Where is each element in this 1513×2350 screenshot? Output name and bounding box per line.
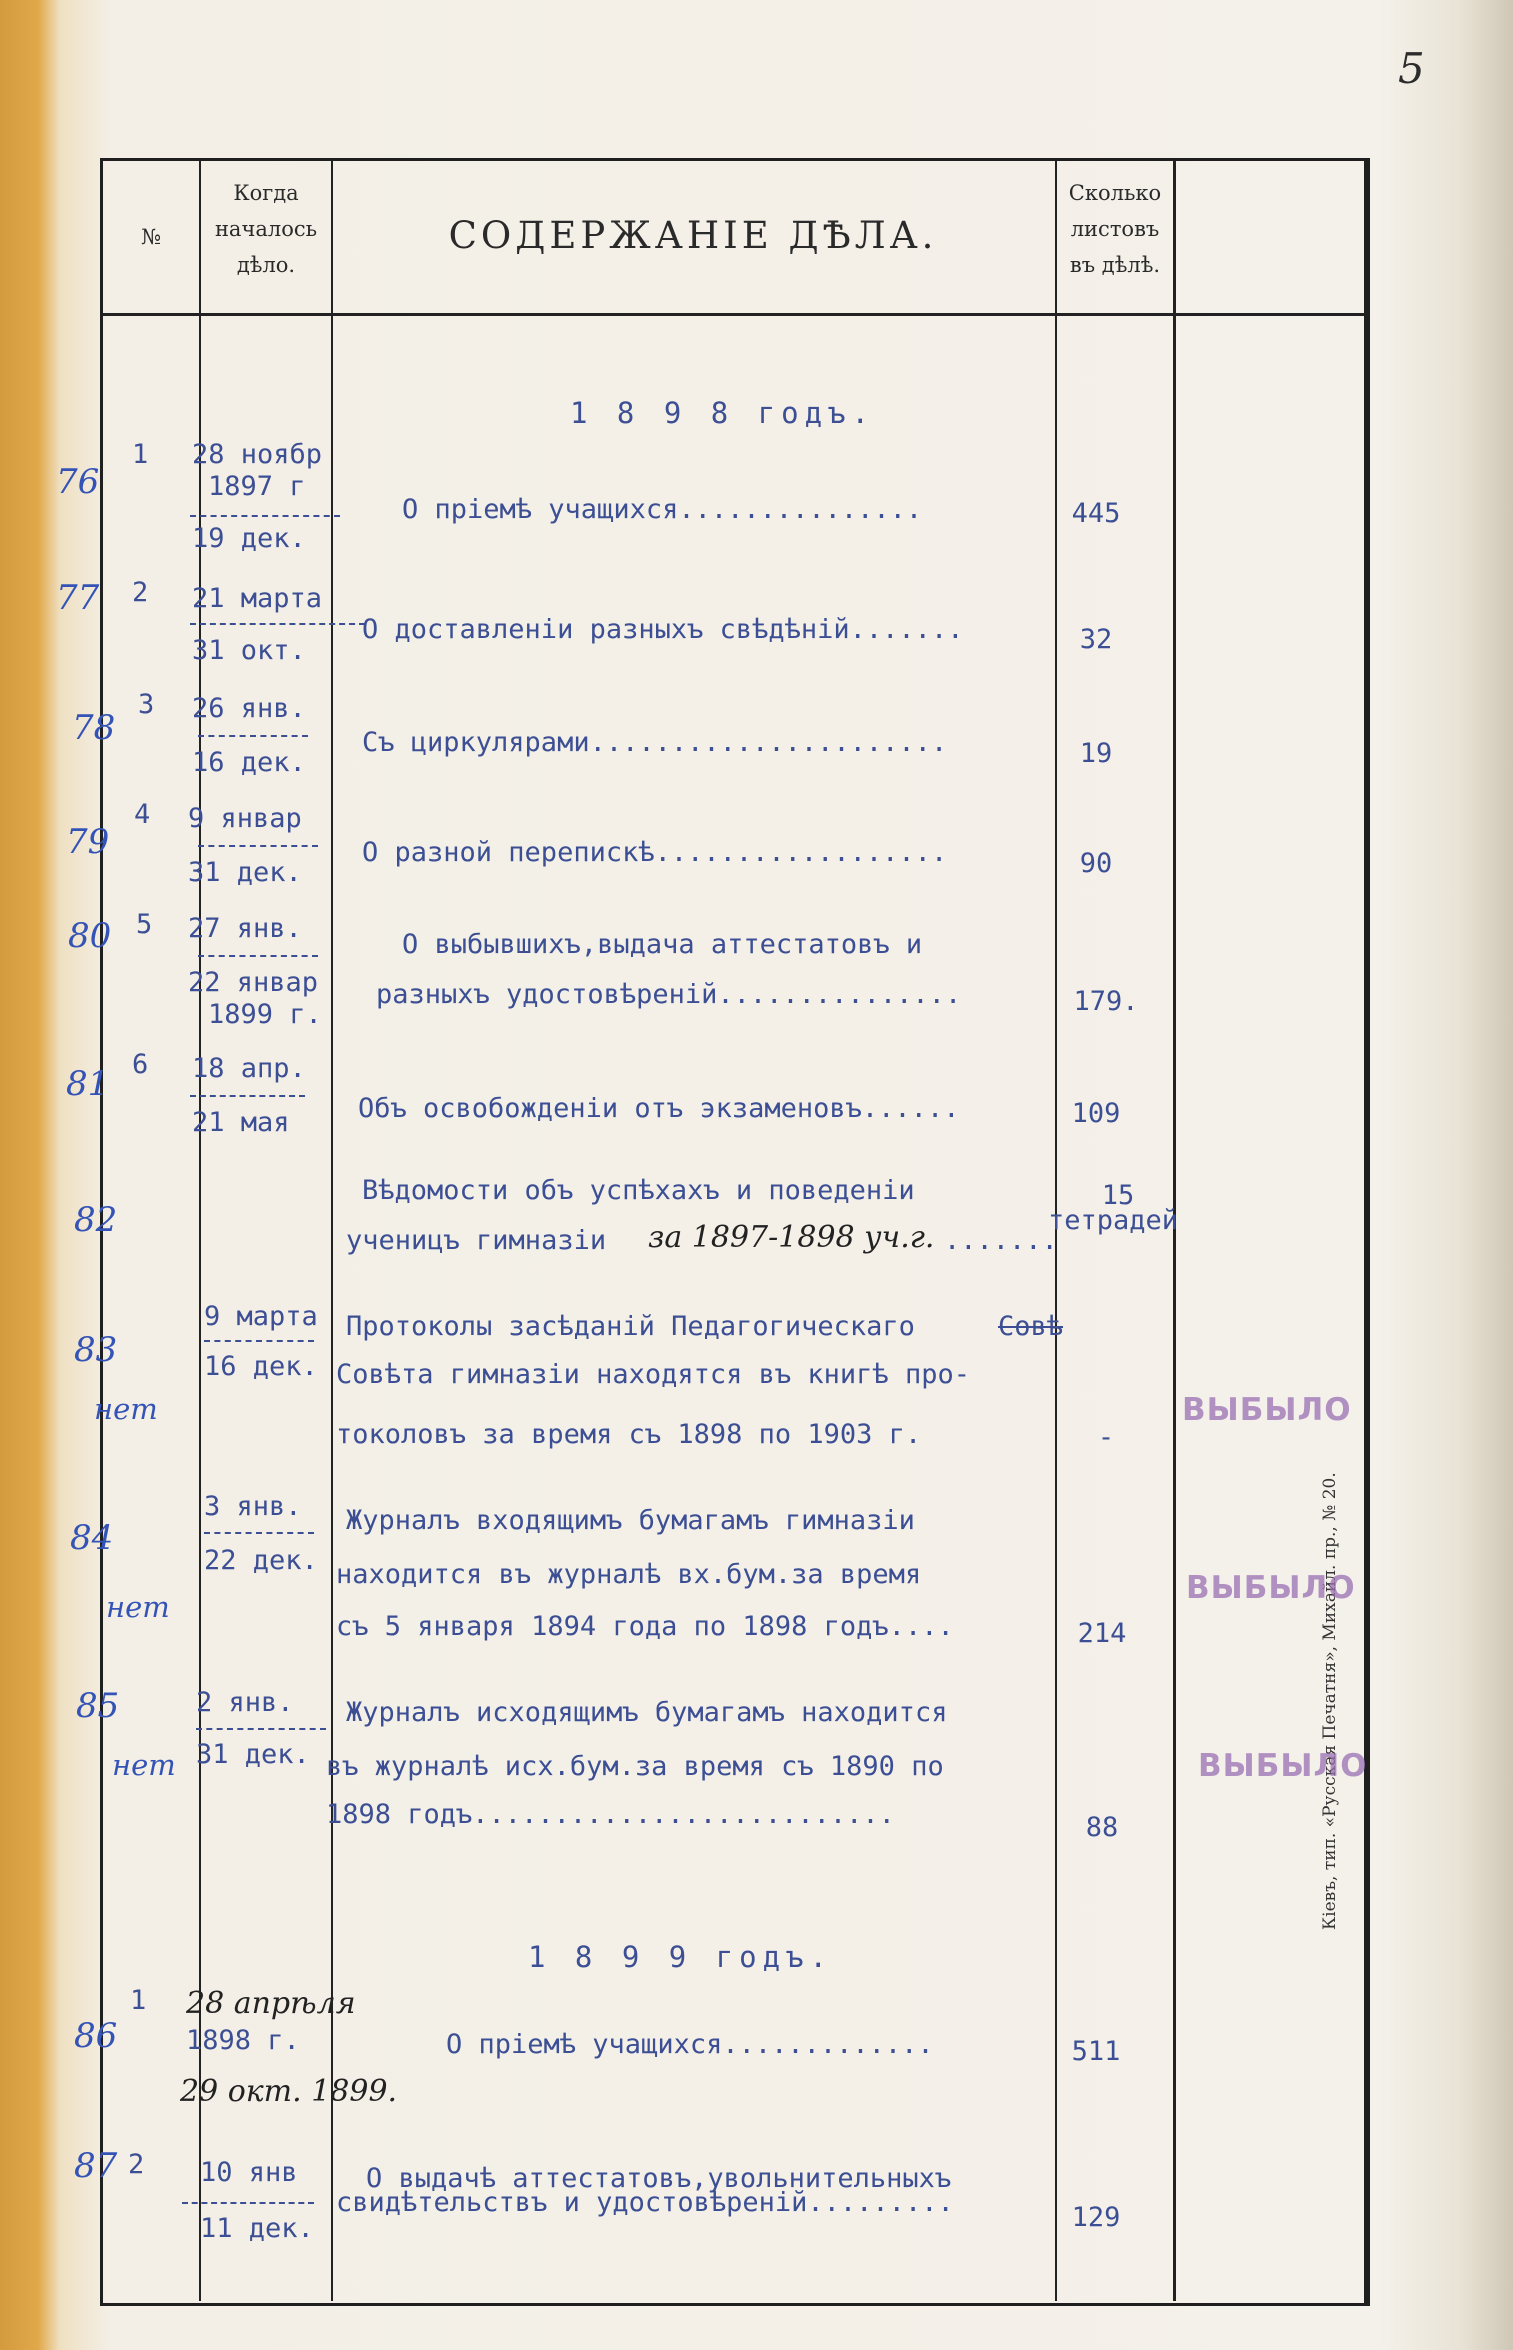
entry-start-date: 21 марта bbox=[192, 583, 323, 614]
entry-start-date: 9 марта bbox=[204, 1301, 318, 1332]
archive-number: 87 bbox=[74, 2146, 118, 2186]
entry-end-date: 31 дек. bbox=[196, 1739, 310, 1770]
entry-end-date: 22 январ bbox=[188, 967, 319, 998]
entry-end-date: 11 дек. bbox=[200, 2213, 314, 2244]
entry-start-date: 3 янв. bbox=[204, 1491, 302, 1522]
margin-note: нет bbox=[112, 1748, 176, 1782]
entry-end-date: 19 дек. bbox=[192, 523, 306, 554]
handwritten-insertion: за 1897-1898 уч.г. bbox=[648, 1220, 935, 1255]
entry-start-date: 26 янв. bbox=[192, 693, 306, 724]
entry-content-line: Протоколы засѣданій Педагогическаго bbox=[346, 1311, 915, 1342]
entry-end-year: 1899 г. bbox=[208, 999, 322, 1030]
struck-text: Совѣ bbox=[998, 1311, 1064, 1342]
entry-number: 2 bbox=[128, 2149, 145, 2180]
entry-content-line: съ 5 января 1894 года по 1898 годъ.... bbox=[336, 1611, 954, 1642]
entry-content: О пріемѣ учащихся............. bbox=[446, 2029, 934, 2060]
archive-number: 78 bbox=[72, 708, 116, 748]
entry-number: 1 bbox=[132, 439, 149, 470]
date-divider bbox=[182, 2202, 314, 2204]
date-divider bbox=[204, 1532, 314, 1534]
entry-number: 1 bbox=[130, 1985, 147, 2016]
archive-number: 77 bbox=[56, 578, 100, 618]
archive-number: 79 bbox=[66, 822, 110, 862]
entry-content-line: 1898 годъ.......................... bbox=[326, 1799, 895, 1830]
entry-sheet-count: 179. bbox=[1073, 986, 1139, 1017]
entry-end-date: 31 окт. bbox=[192, 635, 306, 666]
entry-sheet-count: 445 bbox=[1071, 498, 1121, 529]
entry-sheet-count: 32 bbox=[1079, 624, 1113, 655]
archive-number: 82 bbox=[74, 1200, 118, 1240]
entry-number: 2 bbox=[132, 577, 149, 608]
entry-number: 5 bbox=[136, 909, 153, 940]
entry-end-date: 16 дек. bbox=[204, 1351, 318, 1382]
entry-sheet-count: 214 bbox=[1077, 1618, 1127, 1649]
archive-number: 85 bbox=[76, 1686, 120, 1726]
entry-start-date: 28 ноябр bbox=[192, 439, 323, 470]
archive-number: 86 bbox=[74, 2016, 118, 2056]
entry-content: Съ циркулярами...................... bbox=[362, 727, 948, 758]
entry-content: Объ освобожденіи отъ экзаменовъ...... bbox=[358, 1093, 960, 1124]
header-number: № bbox=[141, 225, 161, 249]
entry-sheet-count: 15 bbox=[1101, 1180, 1135, 1211]
column-divider-date bbox=[331, 161, 333, 2301]
entry-content-line: Журналъ исходящимъ бумагамъ находится bbox=[346, 1697, 948, 1728]
entry-sheet-count: 19 bbox=[1079, 738, 1113, 769]
archive-number: 84 bbox=[70, 1518, 114, 1558]
entry-content-line: свидѣтельствъ и удостовѣреній......... bbox=[336, 2187, 954, 2218]
entry-sheet-count: 511 bbox=[1071, 2036, 1121, 2067]
entry-content-line: находится въ журналѣ вх.бум.за время bbox=[336, 1559, 922, 1590]
entry-content-line: Вѣдомости объ успѣхахъ и поведеніи bbox=[362, 1175, 915, 1206]
entry-content-line: разныхъ удостовѣреній............... bbox=[376, 979, 962, 1010]
entry-sheet-unit: тетрадей bbox=[1048, 1205, 1179, 1236]
column-divider-number bbox=[199, 161, 201, 2301]
date-divider bbox=[204, 1340, 314, 1342]
entry-end-date: 22 дек. bbox=[204, 1545, 318, 1576]
entry-content-line: въ журналѣ исх.бум.за время съ 1890 по bbox=[326, 1751, 944, 1782]
entry-content-line: О выбывшихъ,выдача аттестатовъ и bbox=[402, 929, 923, 960]
entry-number: 6 bbox=[132, 1049, 149, 1080]
entry-end-date: 29 окт. 1899. bbox=[180, 2074, 398, 2109]
header-started: Когда началось дѣло. bbox=[214, 181, 318, 277]
entry-sheet-count: - bbox=[1097, 1422, 1115, 1453]
entry-end-date: 21 мая bbox=[192, 1107, 290, 1138]
withdrawn-stamp: ВЫБЫЛО bbox=[1182, 1392, 1352, 1428]
year-heading-1899: 1 8 9 9 годъ. bbox=[528, 1940, 833, 1974]
archive-number: 76 bbox=[56, 462, 100, 502]
printer-imprint: Кіевъ, тип. «Русская Печатня», Михайл. пр., № 20. bbox=[1320, 1472, 1340, 1930]
entry-start-year: 1897 г bbox=[208, 471, 306, 502]
entry-content-line: токоловъ за время съ 1898 по 1903 г. bbox=[336, 1419, 922, 1450]
entry-content: О доставленіи разныхъ свѣдѣній....... bbox=[362, 614, 964, 645]
entry-content-line: О выдачѣ аттестатовъ,увольнительныхъ bbox=[366, 2163, 952, 2194]
date-divider bbox=[190, 1095, 305, 1097]
archive-number: 81 bbox=[66, 1064, 110, 1104]
entry-start-date: 10 янв bbox=[200, 2157, 298, 2188]
withdrawn-stamp: ВЫБЫЛО bbox=[1198, 1748, 1368, 1784]
entry-sheet-count: 109 bbox=[1071, 1098, 1121, 1129]
entry-start-year: 1898 г. bbox=[186, 2025, 300, 2056]
withdrawn-stamp: ВЫБЫЛО bbox=[1186, 1570, 1356, 1606]
date-divider bbox=[196, 1728, 326, 1730]
entry-start-date: 18 апр. bbox=[192, 1053, 306, 1084]
entry-sheet-count: 88 bbox=[1085, 1812, 1119, 1843]
entry-number: 3 bbox=[138, 689, 155, 720]
date-divider bbox=[190, 623, 365, 625]
date-divider bbox=[198, 735, 308, 737]
margin-note: нет bbox=[106, 1590, 170, 1624]
entry-start-date: 27 янв. bbox=[188, 913, 302, 944]
date-divider bbox=[198, 955, 318, 957]
entry-content-line: ученицъ гимназіи bbox=[346, 1225, 607, 1256]
entry-start-date: 28 апрѣля bbox=[186, 1986, 356, 2021]
entry-end-date: 16 дек. bbox=[192, 747, 306, 778]
entry-start-date: 2 янв. bbox=[196, 1687, 294, 1718]
entry-number: 4 bbox=[134, 799, 151, 830]
entry-content: О разной перепискѣ.................. bbox=[362, 837, 948, 868]
entry-content-dots: ....... bbox=[944, 1225, 1058, 1256]
date-divider bbox=[190, 515, 340, 517]
archive-number: 83 bbox=[74, 1330, 118, 1370]
header-sheets: Сколько листовъ въ дѣлѣ. bbox=[1068, 181, 1162, 277]
year-heading-1898: 1 8 9 8 годъ. bbox=[570, 396, 875, 430]
entry-content: О пріемѣ учащихся............... bbox=[402, 494, 923, 525]
entry-end-date: 31 дек. bbox=[188, 857, 302, 888]
entry-sheet-count: 90 bbox=[1079, 848, 1113, 879]
entry-content-line: Журналъ входящимъ бумагамъ гимназіи bbox=[346, 1505, 915, 1536]
margin-note: нет bbox=[94, 1392, 158, 1426]
page-number: 5 bbox=[1398, 44, 1425, 93]
date-divider bbox=[198, 845, 318, 847]
entry-start-date: 9 январ bbox=[188, 803, 302, 834]
entry-content-line: Совѣта гимназіи находятся въ книгѣ про- bbox=[336, 1359, 970, 1390]
header-title: СОДЕРЖАНІЕ ДѢЛА. bbox=[448, 214, 938, 257]
archive-number: 80 bbox=[68, 916, 112, 956]
entry-sheet-count: 129 bbox=[1071, 2202, 1121, 2233]
